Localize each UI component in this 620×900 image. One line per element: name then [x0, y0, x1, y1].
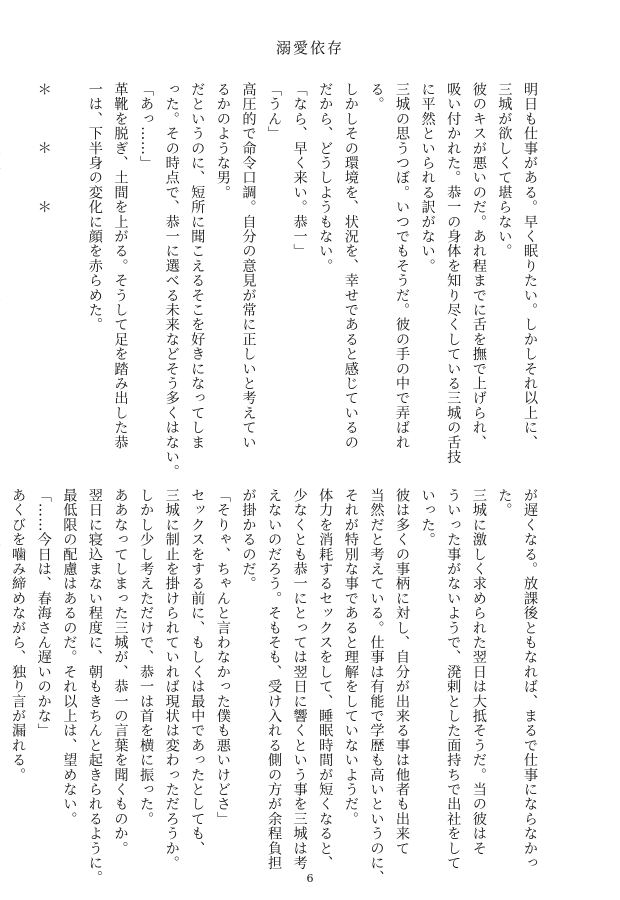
text-line	[0, 488, 5, 858]
text-line: ああなってしまった三城が、恭一の言葉を聞くものか。	[112, 488, 129, 856]
text-line: 彼は多くの事柄に対し、自分が出来る事は他者も出来て	[394, 488, 411, 856]
text-line: いった。	[419, 488, 436, 547]
text-line: 高圧的で命令口調。自分の意見が常に正しいと考えてい	[240, 82, 257, 450]
text-line: 吸い付かれた。恭一の身体を知り尽くしている三城の舌技	[445, 82, 462, 465]
text-line: あくびを噛み締めながら、独り言が漏れる。	[10, 488, 27, 782]
text-line: 一は、下半身の変化に顔を赤らめた。	[86, 82, 103, 332]
text-line: セックスをする前に、もしくは最中であったとしても、	[189, 488, 206, 856]
text-line: 三城に制止を掛けられていれば現状は変わっただろうか。	[163, 488, 180, 871]
text-line: 少なくとも恭一にとっては翌日に響くという事を三城は考	[291, 488, 308, 871]
text-line: 彼のキスが悪いのだ。あれ程までに舌を撫で上げられ、	[470, 82, 487, 450]
text-line: るかのような男。	[214, 82, 231, 200]
text-line: 「そりゃ、ちゃんと言わなかった僕も悪いけどさ」	[214, 488, 231, 827]
text-line: が遅くなる。放課後ともなれば、まるで仕事にならなかっ	[522, 488, 538, 871]
text-line: ＊ ＊ ＊	[35, 82, 52, 215]
page-number: 6	[306, 872, 314, 885]
page-title: 溺愛依存	[275, 39, 344, 57]
text-line: だから、どうしようもない。	[317, 82, 334, 274]
text-line: 当然だと考えている。仕事は有能で学歴も高いというのに、	[368, 488, 385, 885]
text-line: ういった事がないようで、溌剌とした面持ちで出社をして	[445, 488, 462, 871]
lower-text-block	[0, 488, 542, 885]
text-line: それが特別な事であると理解をしていないようだ。	[342, 488, 359, 827]
text-line: る。	[368, 82, 385, 112]
text-line: 「あっ……」	[138, 82, 155, 171]
text-line: 三城に激しく求められた翌日は大抵そうだ。当の彼はそ	[470, 488, 487, 856]
text-line: 「なら、早く来い。恭一」	[291, 82, 308, 259]
text-line: しかし少し考えただけで、恭一は首を横に振った。	[138, 488, 155, 827]
text-line: 体力を消耗するセックスをして、睡眠時間が短くなると、	[317, 488, 334, 871]
text-line: 「……今日は、春海さん遅いのかな」	[35, 488, 52, 738]
text-line: だというのに、短所に聞こえるそこを好きになってしま	[189, 82, 206, 450]
text-line: 最低限の配慮はあるのだ。それ以上は、望めない。	[61, 488, 78, 827]
text-line: 三城が欲しくて堪らない。	[496, 82, 513, 259]
text-line	[0, 82, 5, 452]
text-line: 「うん」	[266, 82, 283, 141]
text-line: 明日も仕事がある。早く眠りたい。しかしそれ以上に、	[522, 82, 538, 450]
text-line: た。	[496, 488, 513, 518]
upper-text-block	[0, 82, 542, 479]
text-line: 翌日に寝込まない程度に、朝もきちんと起きられるように。	[86, 488, 103, 885]
text-line: が掛かるのだ。	[240, 488, 257, 591]
text-line	[5, 82, 31, 452]
text-line: った。その時点で、恭一に選べる未来などそう多くはない。	[163, 82, 180, 479]
text-line: に平然といられる訳がない。	[419, 82, 436, 274]
text-line: えないのだろう。そもそも、受け入れる側の方が余程負担	[266, 488, 283, 871]
text-line: 三城の思うつぼ。いつでもそうだ。彼の手の中で弄ばれ	[394, 82, 411, 450]
text-line	[56, 82, 82, 452]
text-line: 革靴を脱ぎ、土間を上がる。そうして足を踏み出した恭	[112, 82, 129, 450]
text-line: しかしその環境を、状況を、幸せであると感じているの	[342, 82, 359, 450]
